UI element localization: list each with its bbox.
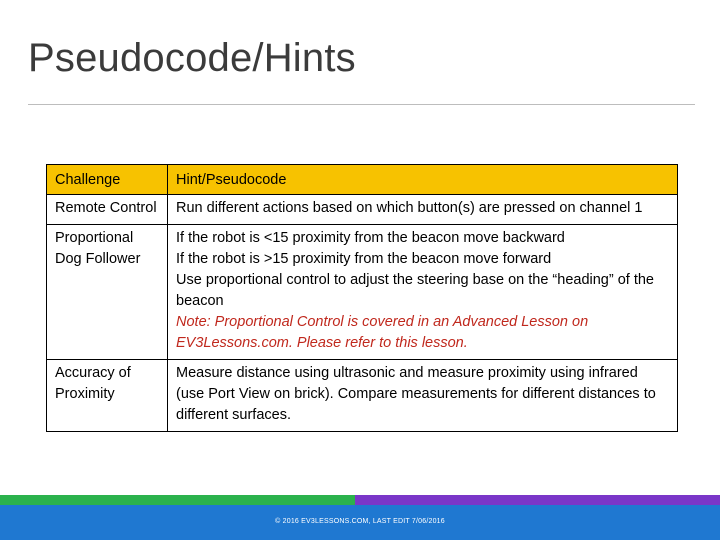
table-row	[47, 195, 678, 225]
accent-bar-green	[0, 495, 355, 505]
footer-copyright: © 2016 EV3LESSONS.COM, LAST EDIT 7/06/2016	[275, 518, 445, 525]
hints-table	[46, 164, 678, 432]
table-row	[47, 225, 678, 360]
title-divider	[28, 104, 695, 105]
accent-bar	[0, 495, 720, 505]
table-row	[47, 360, 678, 432]
header-hint: Hint/Pseudocode	[168, 165, 678, 195]
table-header-row	[47, 165, 678, 195]
hint-line: Run different actions based on which button(s) are pressed on channel 1	[176, 200, 643, 216]
hint-line: If the robot is <15 proximity from the beacon move backward	[176, 230, 565, 246]
hint-line: Use proportional control to adjust the steering base on the “heading” of the beacon	[176, 272, 654, 309]
slide-title: Pseudocode/Hints	[28, 36, 356, 80]
hint-cell	[168, 360, 678, 432]
header-challenge: Challenge	[47, 165, 168, 195]
hint-line: Measure distance using ultrasonic and measure proximity using infrared (use Port View on brick). Compare measurements for different distances to different surfaces.	[176, 365, 656, 423]
lesson-note: Note: Proportional Control is covered in an Advanced Lesson on EV3Lessons.com. Please refer to this lesson.	[176, 314, 589, 351]
challenge-cell: Accuracy of Proximity	[47, 360, 168, 432]
hint-cell	[168, 195, 678, 225]
challenge-cell: Remote Control	[47, 195, 168, 225]
challenge-cell: Proportional Dog Follower	[47, 225, 168, 360]
hint-cell	[168, 225, 678, 360]
accent-bar-purple	[355, 495, 720, 505]
footer	[0, 505, 720, 540]
hint-line: If the robot is >15 proximity from the beacon move forward	[176, 251, 552, 267]
